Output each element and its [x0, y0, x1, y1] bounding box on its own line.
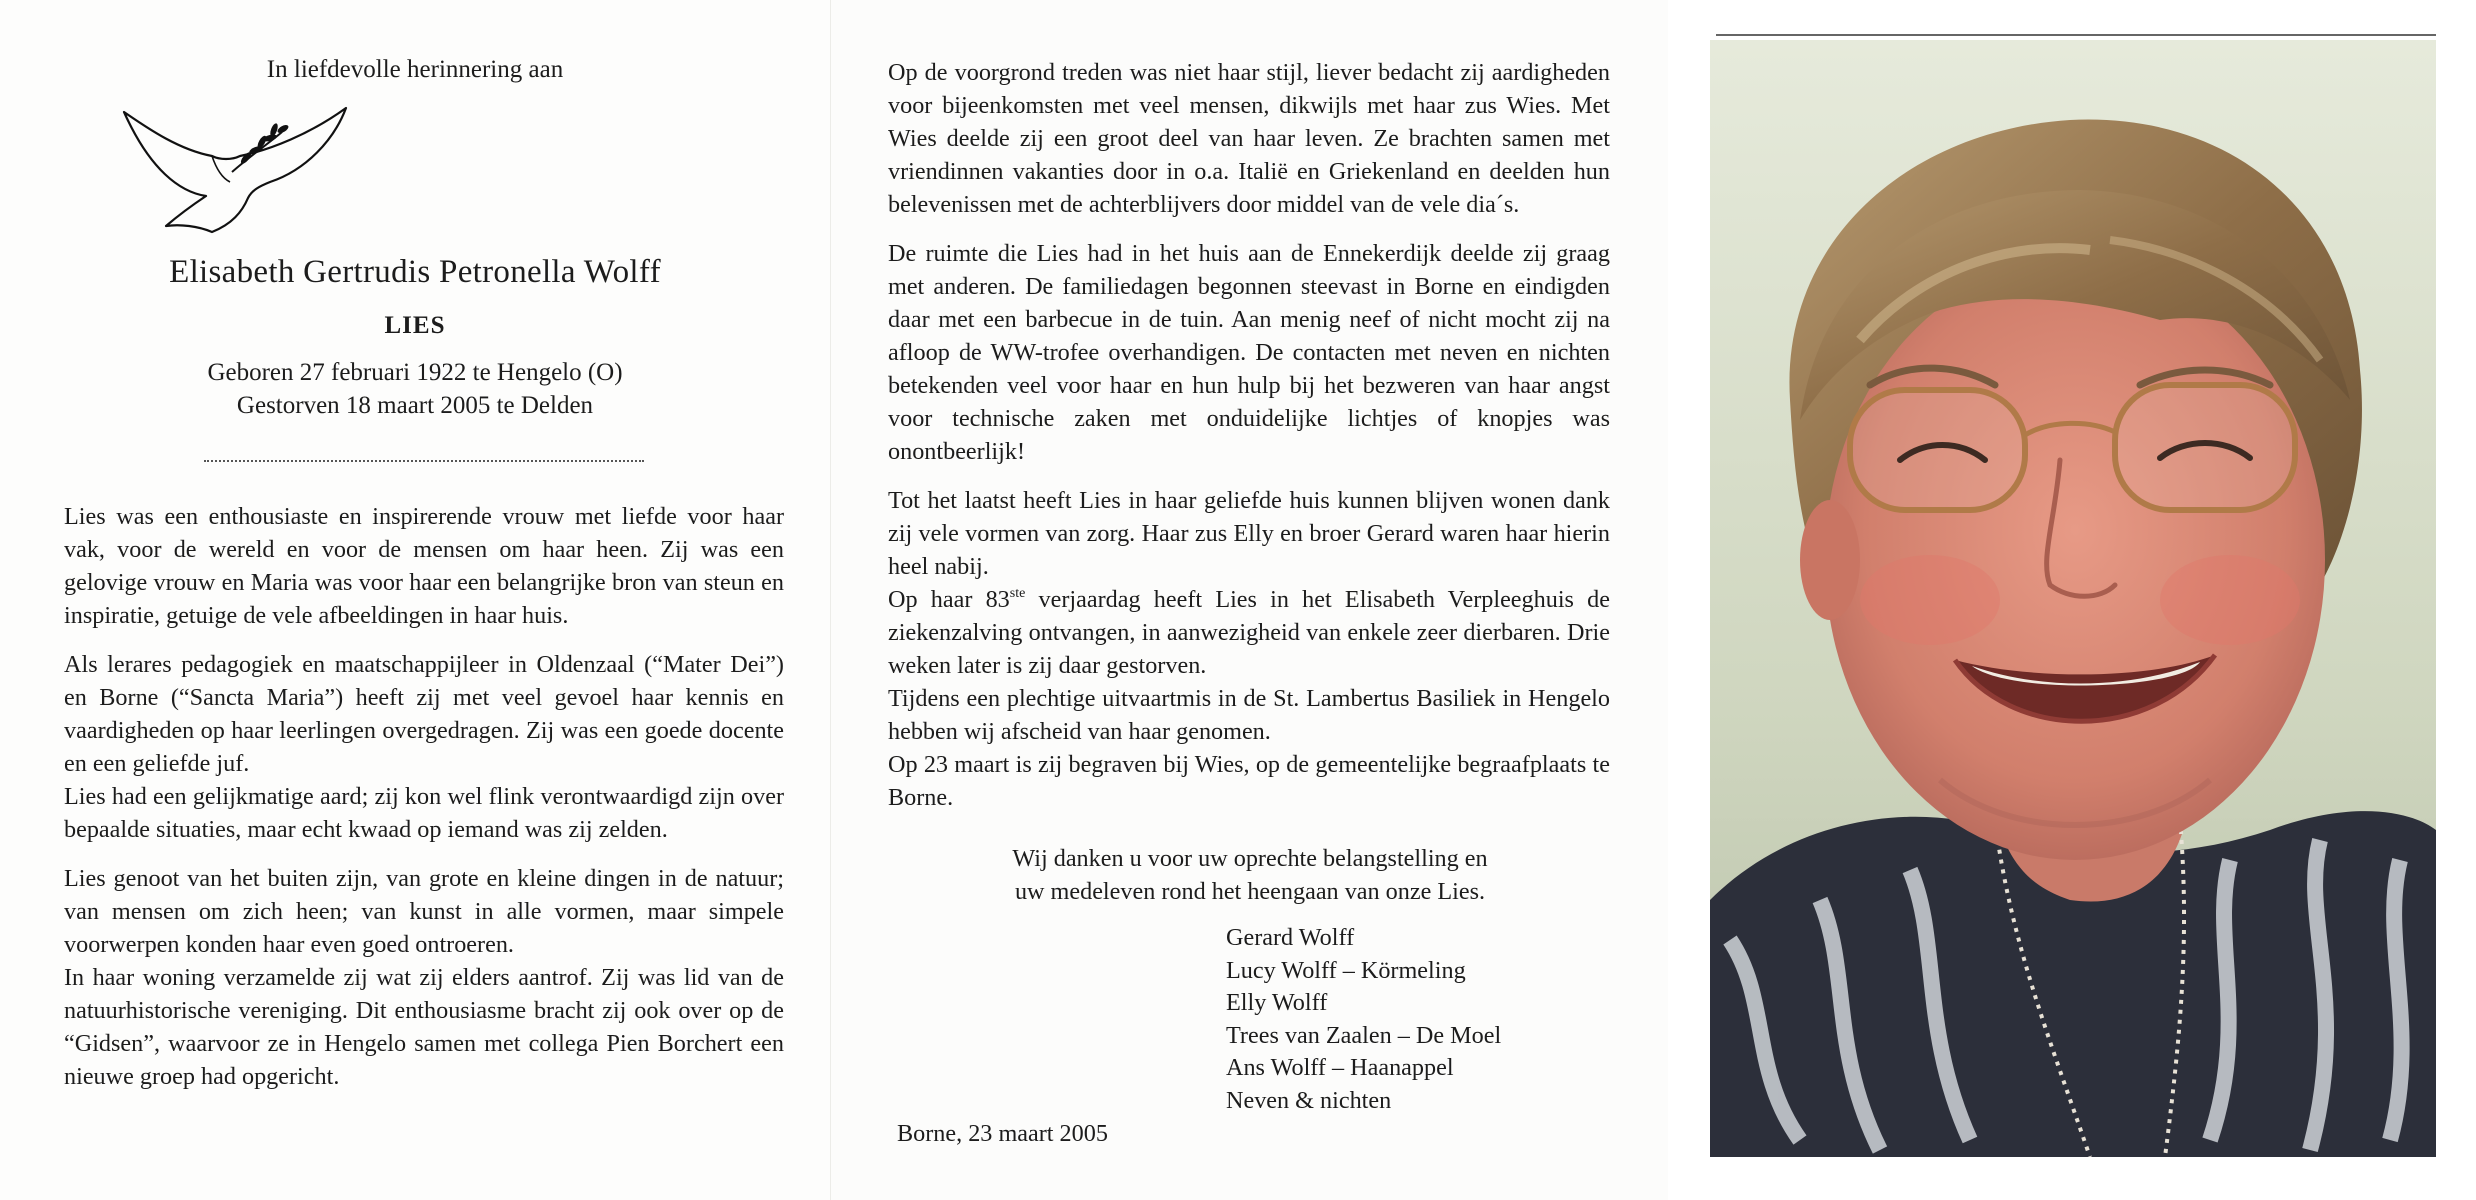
signer: Ans Wolff – Haanappel [1226, 1054, 1454, 1081]
paragraph: Op de voorgrond treden was niet haar stijl, liever bedacht zij aardigheden voor bijeenkomsten met veel mensen, dikwijls met haar zus Wies. Met Wies deelde zij een groot deel van haar leven. Ze brachten samen met vriendinnen vakanties door in o.a. Italië en Griekenland en deelden hun belevenissen met de achterblijvers door middel van de vele dia´s. [888, 59, 1610, 218]
dove-with-olive-branch-icon [120, 100, 348, 234]
paragraph: Tot het laatst heeft Lies in haar geliefde huis kunnen blijven wonen dank zij vele vormen van zorg. Haar zus Elly en broer Gerard waren haar hierin heel nabij. [888, 487, 1610, 580]
paragraph: Lies was een enthousiaste en inspirerende vrouw met liefde voor haar vak, voor de wereld en voor de mensen om haar heen. Zij was een gelovige vrouw en Maria was voor haar een belangrijke bron van steun en inspiratie, getuige de vele afbeeldingen in haar huis. [64, 503, 784, 629]
funeral-paragraph: Tijdens een plechtige uitvaartmis in de St. Lambertus Basiliek in Hengelo hebben wij afscheid van haar genomen. [888, 685, 1610, 745]
place-and-date: Borne, 23 maart 2005 [897, 1120, 1108, 1147]
birth-line: Geboren 27 februari 1922 te Hengelo (O) [207, 359, 623, 386]
burial-paragraph: Op 23 maart is zij begraven bij Wies, op de gemeentelijke begraafplaats te Borne. [888, 751, 1610, 811]
signer: Neven & nichten [1226, 1086, 1392, 1114]
biography-middle [888, 56, 1610, 830]
signer: Gerard Wolff [1226, 924, 1355, 951]
paragraph: Als lerares pedagogiek en maatschappijleer in Oldenzaal (“Mater Dei”) en Borne (“Sancta Maria”) heeft zij met veel gevoel haar kennis en vaardigheden op haar leerlingen overgedragen. Zij was een goede docente en een geliefde juf. [64, 651, 784, 777]
deceased-full-name: Elisabeth Gertrudis Petronella Wolff [169, 254, 661, 290]
thanks-line: uw medeleven rond het heengaan van onze Lies. [1014, 878, 1486, 905]
portrait-illustration [1710, 40, 2436, 1157]
signer: Trees van Zaalen – De Moel [1226, 1021, 1502, 1049]
deceased-nickname: LIES [384, 312, 446, 339]
middle-panel [830, 0, 1670, 1200]
life-dates [0, 356, 830, 422]
right-panel [1668, 0, 2476, 1200]
paragraph: In haar woning verzamelde zij wat zij elders aantrof. Zij was lid van de natuurhistorische vereniging. Dit enthousiasme bracht zij ook over op de “Gidsen”, waarvoor ze in Hengelo samen met collega Pien Borchert een nieuwe groep had opgericht. [64, 964, 784, 1090]
birthday-pre: Op haar 83 [888, 586, 1010, 613]
portrait-photo [1710, 40, 2436, 1157]
photo-top-rule [1716, 34, 2436, 36]
birthday-ordinal: ste [1009, 586, 1026, 601]
left-panel [0, 0, 830, 1200]
thanks-line: Wij danken u voor uw oprechte belangstelling en [1012, 845, 1488, 872]
paragraph: Lies had een gelijkmatige aard; zij kon wel flink verontwaardigd zijn over bepaalde situaties, maar echt kwaad op iemand was zij zelden. [64, 783, 784, 843]
thank-you-note [831, 842, 1669, 908]
death-line: Gestorven 18 maart 2005 te Delden [236, 392, 594, 419]
birthday-paragraph [888, 583, 1610, 682]
signer: Elly Wolff [1226, 989, 1328, 1016]
paragraph: Lies genoot van het buiten zijn, van grote en kleine dingen in de natuur; van mensen om zich heen; van kunst in alle vormen, maar simpele voorwerpen konden haar even goed ontroeren. [64, 865, 784, 958]
dotted-separator [204, 460, 644, 462]
signer: Lucy Wolff – Körmeling [1226, 956, 1466, 984]
birthday-post: verjaardag heeft Lies in het Elisabeth Verpleeghuis de ziekenzalving ontvangen, in aanwezigheid van enkele zeer dierbaren. Drie weken later is zij daar gestorven. [888, 586, 1610, 679]
biography-left [64, 500, 784, 1109]
family-signers [1226, 922, 1501, 1117]
paragraph: De ruimte die Lies had in het huis aan de Ennekerdijk deelde zij graag met anderen. De familiedagen begonnen steevast in Borne en eindigden daar met een barbecue in de tuin. Aan menig neef of nicht mocht zij na afloop de WW-trofee overhandigen. De contacten met neven en nichten betekenden veel voor haar en hun hulp bij het bezweren van haar angst voor technische zaken met onduidelijke lichtjes of knopjes was onontbeerlijk! [888, 240, 1610, 465]
intro-line: In liefdevolle herinnering aan [266, 56, 564, 83]
